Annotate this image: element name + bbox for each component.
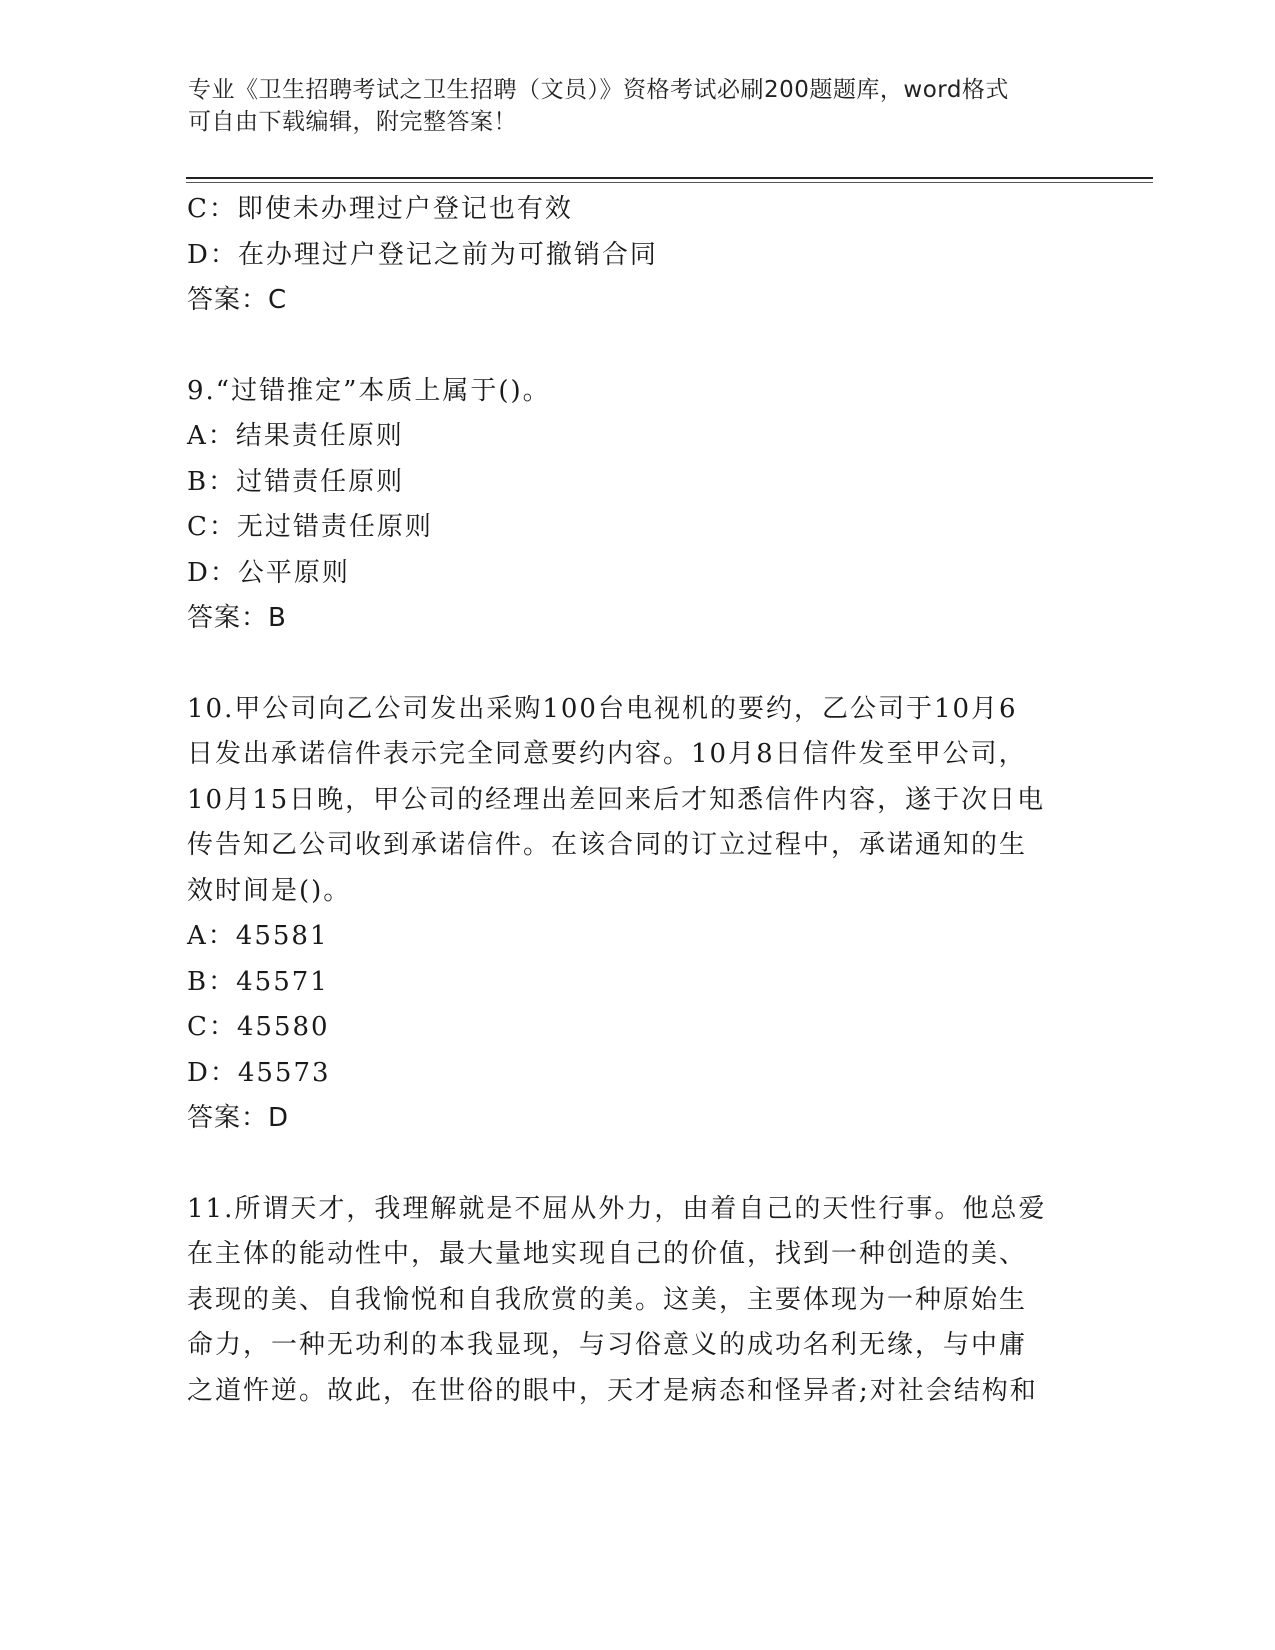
- question-11-block: [187, 1187, 1087, 1415]
- question-10-stem-line: 传告知乙公司收到承诺信件。在该合同的订立过程中，承诺通知的生: [187, 830, 1028, 860]
- header-line-1: 专业《卫生招聘考试之卫生招聘（文员）》资格考试必刷200题题库，word格式: [188, 77, 1009, 103]
- question-10-answer: 答案：D: [187, 1103, 290, 1133]
- question-8-option-d: D：在办理过户登记之前为可撤销合同: [187, 239, 658, 270]
- question-10-block: [187, 687, 1087, 1142]
- spacer: [187, 642, 1087, 687]
- header-rule-thick: [186, 177, 1153, 179]
- question-10-option-d: D：45573: [187, 1057, 331, 1088]
- question-9-option-c: C：无过错责任原则: [187, 512, 433, 542]
- question-10-stem-line: 10月15日晚，甲公司的经理出差回来后才知悉信件内容，遂于次日电: [187, 784, 1046, 815]
- question-8-block: [187, 187, 1087, 324]
- header-line-2: 可自由下载编辑，附完整答案！: [188, 109, 517, 135]
- question-10-option-c: C：45580: [187, 1012, 330, 1042]
- spacer: [187, 1142, 1087, 1187]
- question-9-option-b: B：过错责任原则: [187, 466, 405, 497]
- question-content: [187, 187, 1087, 1414]
- question-8-answer: 答案：C: [187, 285, 288, 315]
- question-11-stem-line: 命力，一种无功利的本我显现，与习俗意义的成功名利无缘，与中庸: [187, 1330, 1028, 1360]
- question-9-option-a: A：结果责任原则: [187, 421, 404, 451]
- question-11-stem-line: 之道忤逆。故此，在世俗的眼中，天才是病态和怪异者;对社会结构和: [187, 1375, 1038, 1406]
- question-9-answer: 答案：B: [187, 603, 287, 633]
- question-10-option-a: A：45581: [187, 921, 329, 951]
- question-10-stem-line: 效时间是()。: [187, 875, 352, 906]
- document-header: [188, 74, 1088, 138]
- question-9-option-d: D：公平原则: [187, 557, 350, 588]
- question-9-stem: 9.“过错推定”本质上属于()。: [187, 375, 551, 406]
- question-8-option-c: C：即使未办理过户登记也有效: [187, 194, 573, 224]
- question-11-stem-line: 表现的美、自我愉悦和自我欣赏的美。这美，主要体现为一种原始生: [187, 1284, 1028, 1315]
- question-10-stem-line: 日发出承诺信件表示完全同意要约内容。10月8日信件发至甲公司，: [187, 739, 1027, 769]
- header-rule-thin: [186, 182, 1153, 183]
- spacer: [187, 324, 1087, 369]
- question-10-stem-line: 10.甲公司向乙公司发出采购100台电视机的要约，乙公司于10月6: [187, 693, 1018, 724]
- question-11-stem-line: 在主体的能动性中，最大量地实现自己的价值，找到一种创造的美、: [187, 1239, 1028, 1269]
- question-10-option-b: B：45571: [187, 966, 329, 997]
- question-9-block: [187, 369, 1087, 642]
- question-11-stem-line: 11.所谓天才，我理解就是不屈从外力，由着自己的天性行事。他总爱: [187, 1193, 1047, 1224]
